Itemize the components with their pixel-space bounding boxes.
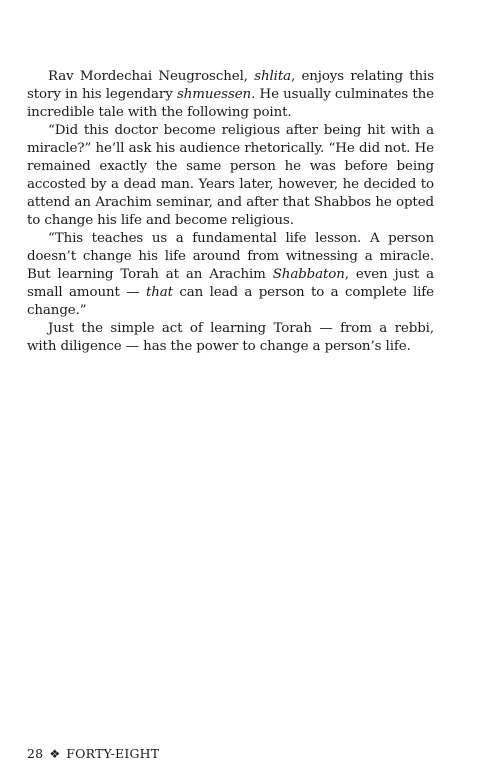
- italic-run: Shabbaton: [272, 267, 345, 282]
- text-run: Rav Mordechai Neugroschel,: [48, 69, 255, 84]
- italic-run: shlita: [254, 69, 292, 84]
- text-run: “Did this doctor become religious after being hit with a miracle?” he’ll ask his audience rhetorically. “He did not. He remained exactly the same person he was before being accosted by a dead man. Years later, however, he decided to attend an Arachim seminar, and after that Shabbos he opted to change his life and become religious.: [27, 123, 434, 228]
- text-run: . He usually culminates the incredible tale with the following point.: [27, 87, 434, 120]
- text-run: Just the simple act of learning Torah — from a rebbi, with diligence — has the power to change a person’s life.: [27, 321, 434, 354]
- page-number: 28: [27, 746, 44, 761]
- italic-run: that: [145, 285, 173, 300]
- paragraph-3: [27, 230, 434, 320]
- body-text: [27, 68, 434, 356]
- text-run: “This teaches us a fundamental life lesson. A person doesn’t change his life around from witnessing a miracle. But learning Torah at an Arachim: [27, 231, 434, 282]
- text-run: , even just a small amount —: [27, 267, 434, 300]
- paragraph-1: [27, 68, 434, 122]
- text-run: can lead a person to a complete life change.”: [27, 285, 434, 318]
- paragraph-4: [27, 320, 434, 356]
- running-title: FORTY-EIGHT: [66, 746, 160, 761]
- text-run: , enjoys relating this story in his legendary: [27, 69, 435, 102]
- italic-run: shmuessen: [176, 87, 252, 102]
- page-footer: [27, 746, 159, 762]
- fleuron-ornament-icon: ❖: [49, 747, 61, 761]
- paragraph-2: [27, 122, 434, 230]
